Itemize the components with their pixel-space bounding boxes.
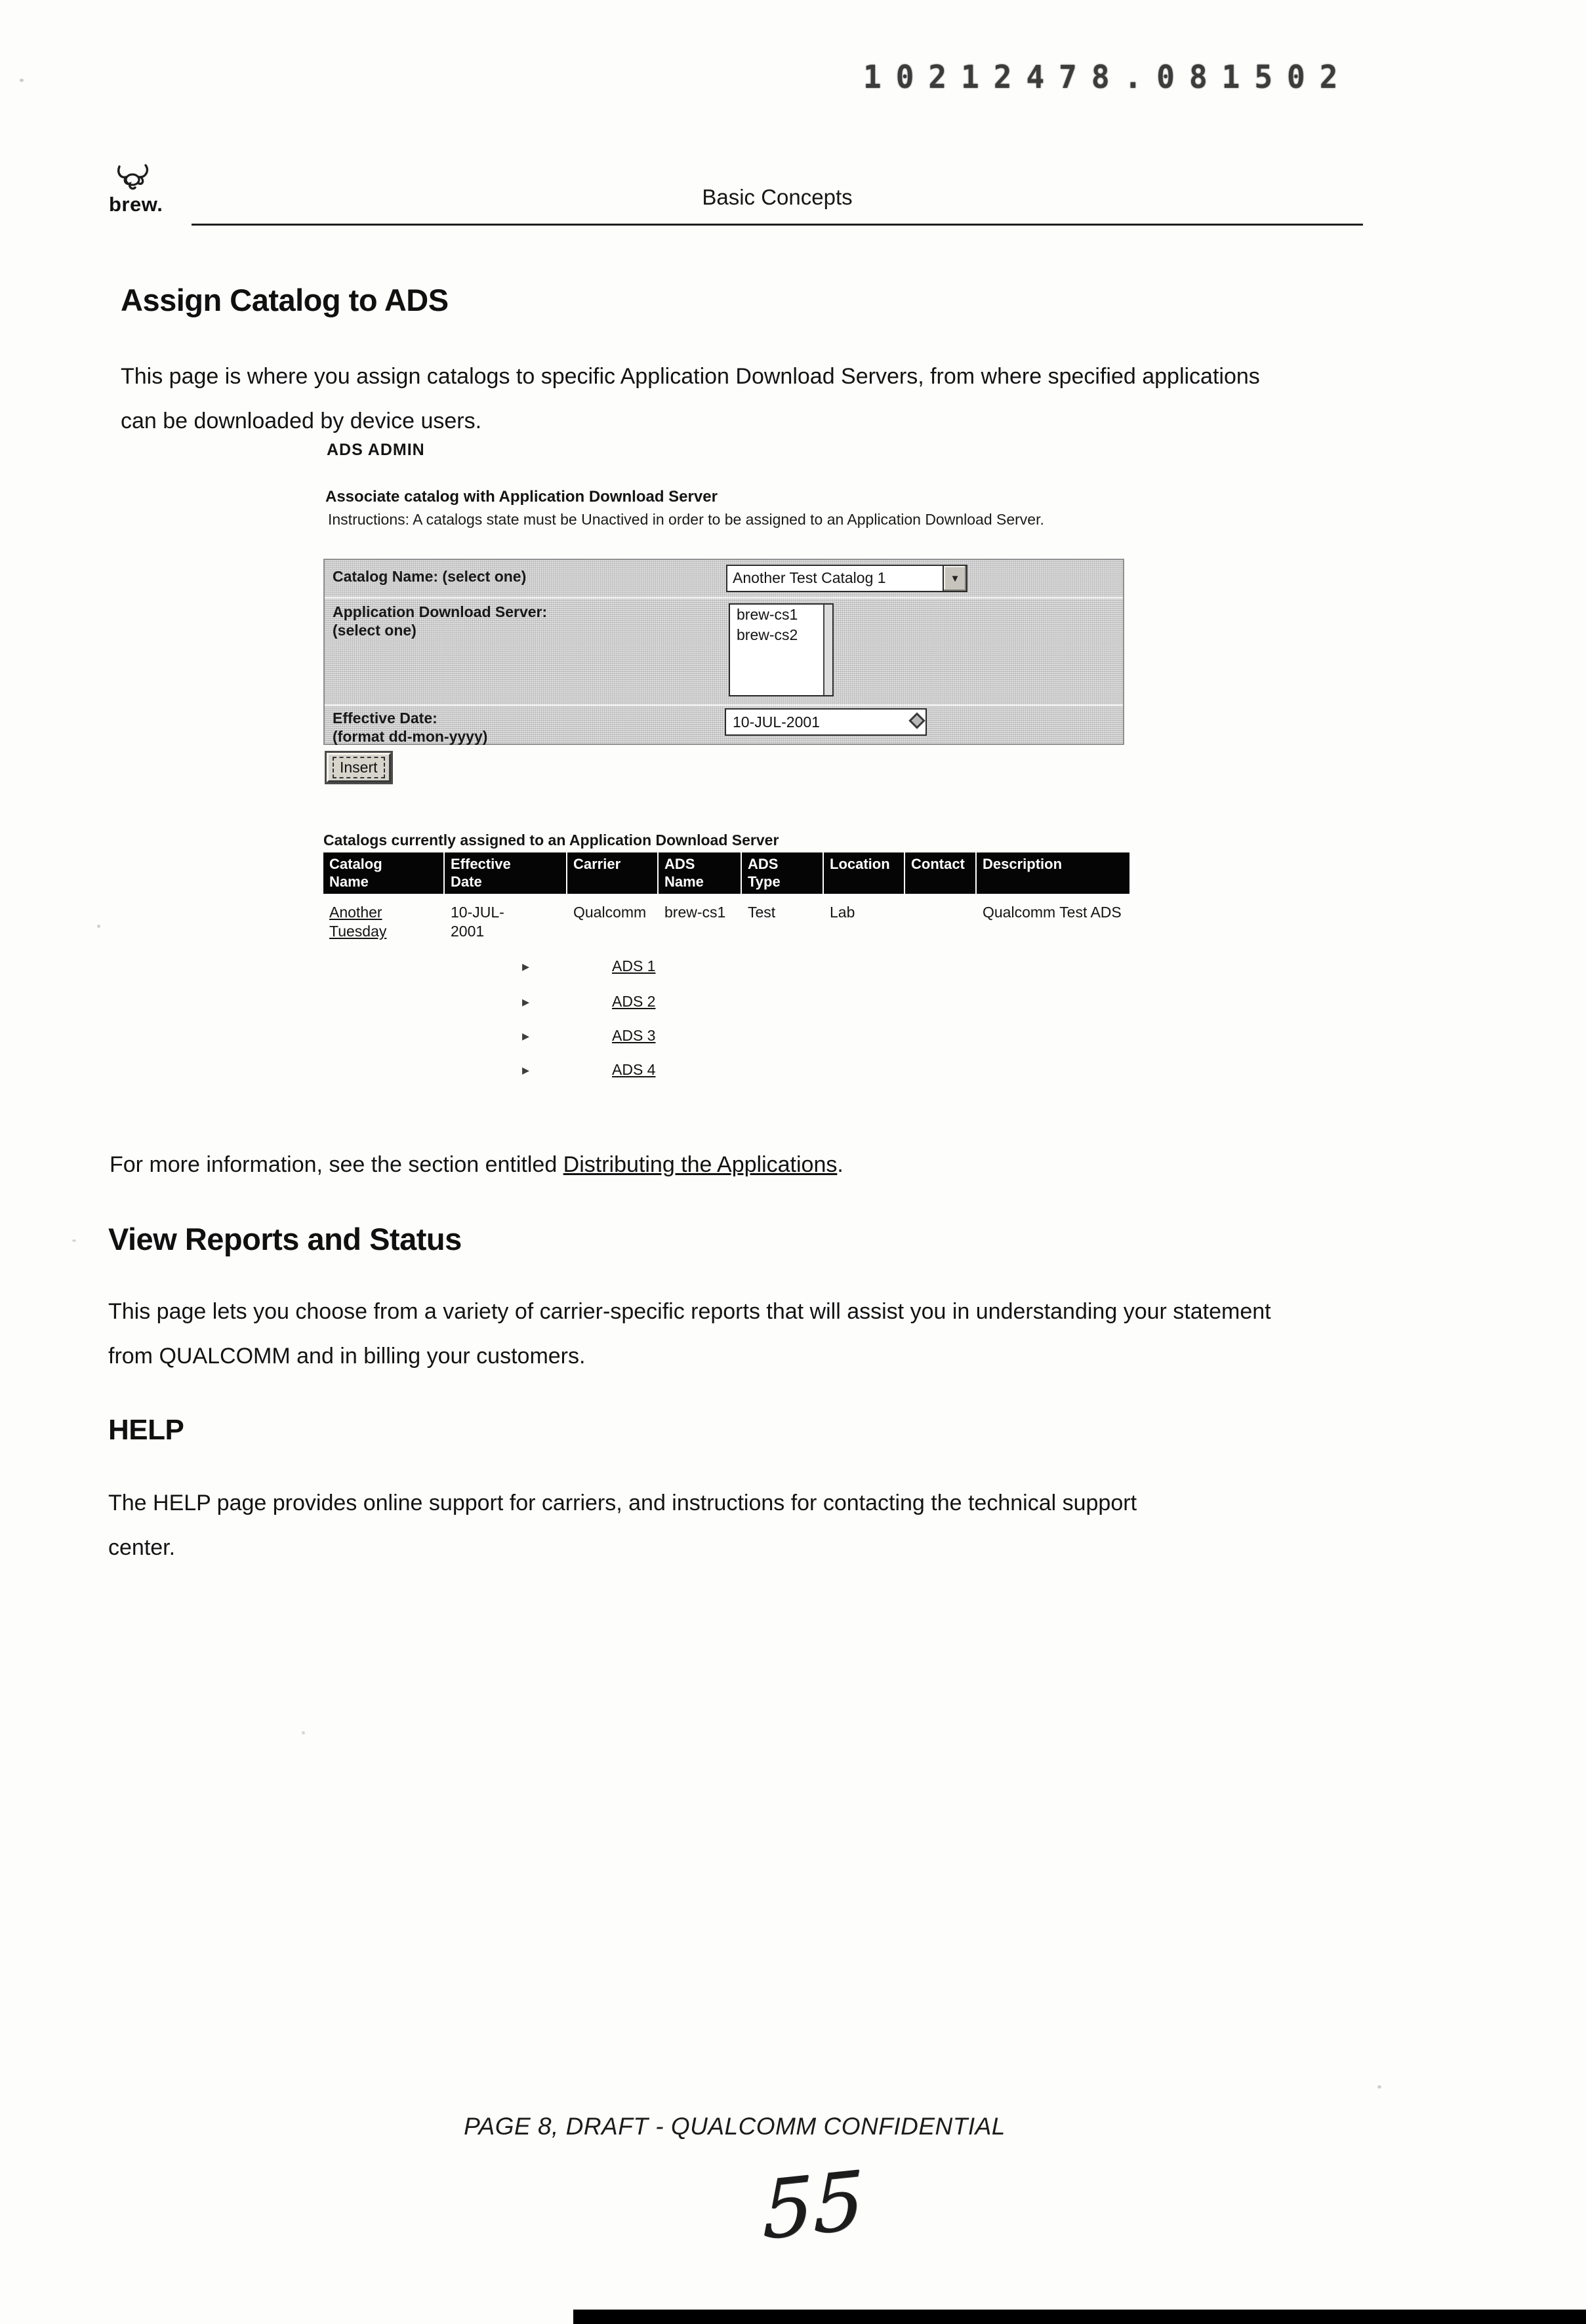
more-info-prefix: For more information, see the section entitled — [110, 1152, 563, 1177]
catalog-name-select[interactable] — [726, 565, 967, 592]
col-header-description: Description — [983, 856, 1063, 872]
catalog-name-link[interactable]: Another Tuesday — [329, 904, 387, 940]
ads-server-option[interactable]: brew-cs2 — [737, 626, 798, 643]
more-info-suffix: . — [837, 1152, 844, 1177]
form-row-separator — [325, 704, 1123, 706]
scan-edge-artifact — [573, 2310, 1586, 2324]
col-header-effective-date: Effective Date — [445, 852, 567, 894]
heading-view-reports: View Reports and Status — [108, 1222, 462, 1256]
ads-link[interactable]: ADS 1 — [612, 957, 656, 974]
more-info-line — [110, 1142, 1389, 1187]
handwritten-page-number: 55 — [762, 2153, 864, 2258]
dropdown-arrow-icon[interactable]: ▼ — [943, 566, 966, 591]
effective-date-label-line2: (format dd-mon-yyyy) — [333, 727, 488, 745]
scan-speck — [1377, 2085, 1381, 2089]
col-header-ads-type: ADS Type — [742, 852, 824, 894]
form-heading: Associate catalog with Application Download Server — [325, 488, 718, 506]
help-section-body: The HELP page provides online support for carriers, and instructions for contacting the technical support center. — [108, 1491, 1137, 1560]
catalog-name-selected-value: Another Test Catalog 1 — [733, 569, 886, 586]
scan-speck — [97, 925, 100, 928]
heading-help: HELP — [108, 1414, 184, 1446]
ads-server-option[interactable]: brew-cs1 — [737, 606, 798, 623]
running-header-title: Basic Concepts — [702, 185, 853, 209]
cell-location: Lab — [830, 904, 855, 921]
table-row — [323, 894, 1129, 944]
col-header-contact: Contact — [905, 852, 977, 894]
form-instructions: Instructions: A catalogs state must be Unactived in order to be assigned to an Application Download Server. — [328, 511, 1044, 528]
listbox-scrollbar[interactable] — [823, 605, 832, 695]
patent-number-stamp: 10212478.081502 — [863, 58, 1352, 96]
effective-date-label — [333, 710, 487, 746]
associate-catalog-form — [323, 559, 1124, 745]
bullet-arrow-icon: ▸ — [522, 958, 530, 974]
col-header-ads-name: ADS Name — [659, 852, 742, 894]
cell-contact — [905, 894, 977, 944]
cell-catalog-name — [323, 894, 445, 944]
brew-logo — [109, 163, 194, 216]
bullet-arrow-icon: ▸ — [522, 1062, 530, 1078]
app-title: ADS ADMIN — [327, 441, 425, 459]
insert-button[interactable] — [327, 753, 391, 782]
cell-ads-name: brew-cs1 — [664, 904, 726, 921]
effective-date-label-line1: Effective Date: — [333, 710, 437, 727]
cell-effective-date: 10-JUL-2001 — [451, 904, 504, 940]
ads-link[interactable]: ADS 4 — [612, 1061, 656, 1078]
header-rule — [192, 224, 1363, 226]
ads-link[interactable]: ADS 3 — [612, 1027, 656, 1044]
footer-confidential: PAGE 8, DRAFT - QUALCOMM CONFIDENTIAL — [464, 2113, 1006, 2140]
embedded-ui-screenshot — [325, 441, 1142, 1106]
brew-logo-text: brew. — [109, 193, 163, 216]
ads-server-label-line1: Application Download Server: — [333, 603, 548, 620]
heading-assign-catalog: Assign Catalog to ADS — [121, 283, 449, 317]
distributing-applications-link[interactable]: Distributing the Applications — [563, 1152, 838, 1177]
form-row-separator — [325, 597, 1123, 599]
scan-speck — [72, 1239, 76, 1242]
ads-server-label — [333, 603, 547, 639]
ads-server-listbox[interactable] — [729, 603, 834, 696]
assigned-catalogs-caption: Catalogs currently assigned to an Application Download Server — [323, 831, 779, 849]
effective-date-input[interactable] — [725, 708, 927, 736]
cell-ads-type: Test — [748, 904, 776, 921]
ads-link[interactable]: ADS 2 — [612, 993, 656, 1010]
brew-logo-icon — [113, 163, 153, 193]
col-header-location: Location — [824, 852, 905, 894]
ads-server-label-line2: (select one) — [333, 621, 417, 639]
assigned-catalogs-table — [323, 852, 1129, 944]
table-header-row — [323, 852, 1129, 894]
assign-section-body: This page is where you assign catalogs to specific Application Download Servers, from where specified applications can be downloaded by device users. — [121, 364, 1260, 433]
col-header-carrier: Carrier — [567, 852, 659, 894]
reports-section-body: This page lets you choose from a variety of carrier-specific reports that will assist you in understanding your statement from QUALCOMM and in billing your customers. — [108, 1299, 1271, 1369]
col-header-catalog-name: Catalog Name — [323, 852, 445, 894]
insert-button-label: Insert — [333, 757, 385, 778]
catalog-name-label: Catalog Name: (select one) — [333, 568, 527, 585]
scan-speck — [302, 1731, 305, 1734]
cell-carrier: Qualcomm — [573, 904, 647, 921]
bullet-arrow-icon: ▸ — [522, 1028, 530, 1044]
bullet-arrow-icon: ▸ — [522, 993, 530, 1010]
cell-description: Qualcomm Test ADS — [983, 904, 1122, 921]
scan-speck — [20, 79, 24, 82]
